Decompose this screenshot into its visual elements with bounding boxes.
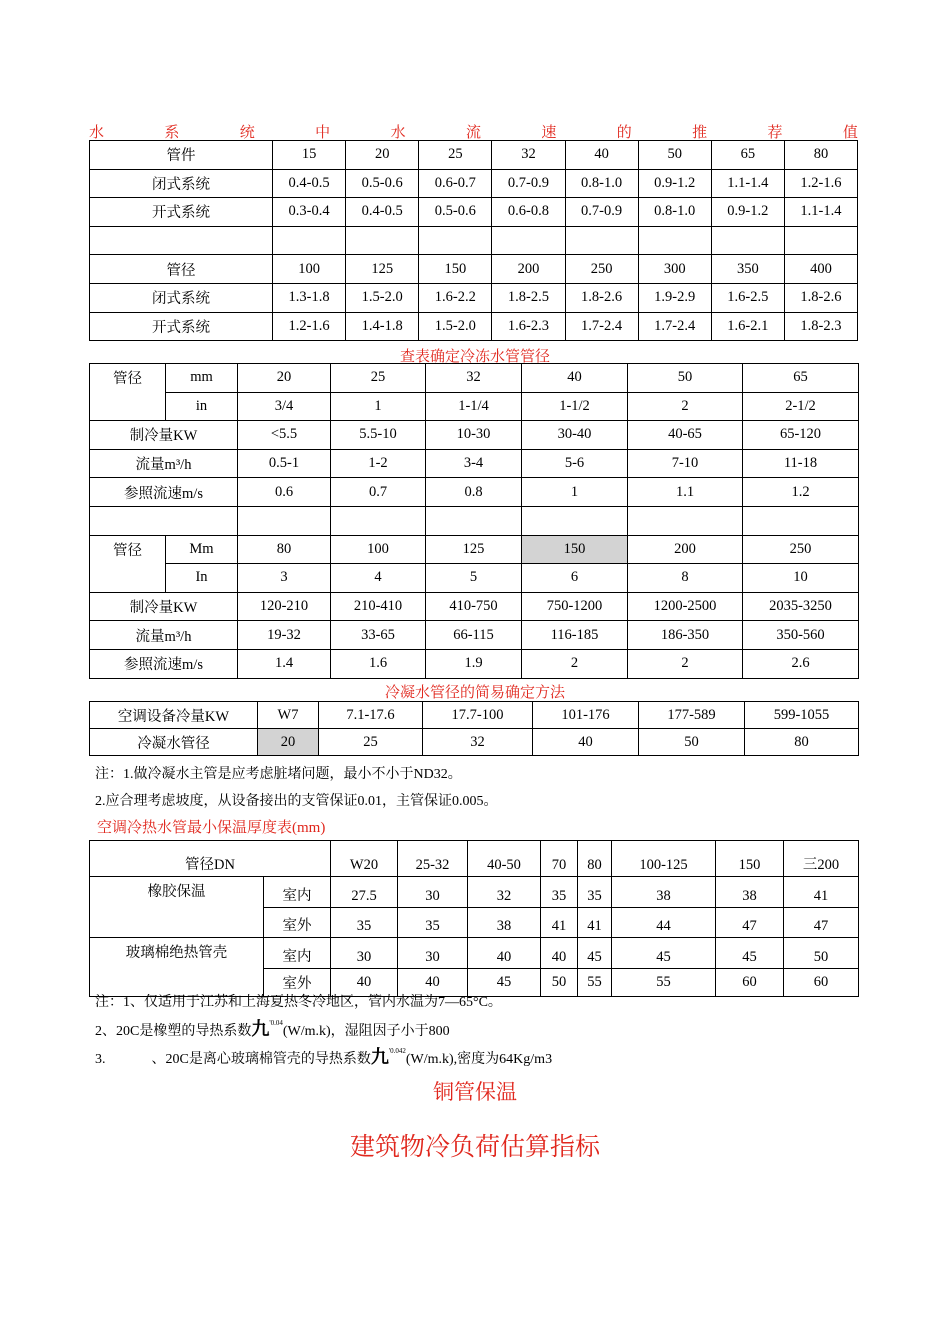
table2-title: 查表确定冷冻水管管径	[399, 349, 550, 365]
unit-label: Mm	[166, 535, 238, 564]
table-cell: 40	[533, 729, 639, 756]
table-cell: 50	[541, 968, 578, 997]
table-cell: 1.8-2.6	[784, 283, 857, 312]
table-cell	[346, 226, 419, 255]
table-cell: 5-6	[522, 449, 628, 478]
table-cell: 200	[492, 255, 565, 284]
table-cell: 40	[398, 968, 468, 997]
table-cell: 5.5-10	[331, 421, 426, 450]
table-cell: 40-65	[628, 421, 743, 450]
table-cell: 150	[716, 841, 784, 877]
table-cell: 38	[612, 877, 716, 908]
table-cell: 1.4-1.8	[346, 312, 419, 341]
empty-row	[90, 226, 858, 255]
table-cell: 1.5-2.0	[346, 283, 419, 312]
table-cell: 25-32	[398, 841, 468, 877]
table-cell: 30	[398, 938, 468, 969]
note-superscript: '0.042	[388, 1047, 406, 1055]
table-cell: 41	[784, 877, 859, 908]
note-line: 注：1、仅适用于江苏和上海夏热冬冷地区，管内水温为7—65°C。	[95, 995, 502, 1010]
table-cell: 30	[331, 938, 398, 969]
table-cell: 1	[522, 478, 628, 507]
table-cell: 30	[398, 877, 468, 908]
title-char: 推	[692, 125, 708, 141]
table-cell: 70	[541, 841, 578, 877]
table-cell: 1.2-1.6	[784, 169, 857, 198]
table-cell: 35	[331, 907, 398, 938]
table-row	[90, 255, 858, 284]
table-cell: 250	[743, 535, 859, 564]
table-cell	[565, 226, 638, 255]
note-line	[95, 1043, 552, 1069]
table-cell: 0.9-1.2	[638, 169, 711, 198]
row-label: 流量m³/h	[90, 621, 238, 650]
table-cell: 1.6-2.2	[419, 283, 492, 312]
empty-cell	[743, 506, 859, 535]
table4-title: 空调冷热水管最小保温厚度表(mm)	[97, 820, 326, 836]
glass-wool-label: 玻璃棉绝热管壳	[90, 938, 264, 997]
table-cell: W20	[331, 841, 398, 877]
indoor-label: 室内	[264, 877, 331, 908]
table-cell: 25	[419, 141, 492, 170]
table-cell: 0.6-0.7	[419, 169, 492, 198]
table-cell	[419, 226, 492, 255]
table-cell: 2	[522, 649, 628, 678]
table-cell: 50	[638, 141, 711, 170]
row-label: 开式系统	[90, 198, 273, 227]
table-cell: 60	[784, 968, 859, 997]
table-cell: 11-18	[743, 449, 859, 478]
table-cell: 400	[784, 255, 857, 284]
table-row	[90, 392, 859, 421]
table-cell: 66-115	[426, 621, 522, 650]
table-cell: 1.4	[238, 649, 331, 678]
table-cell: 17.7-100	[423, 702, 533, 729]
table-cell: 40-50	[468, 841, 541, 877]
table-cell: 2	[628, 392, 743, 421]
table-cell: 55	[612, 968, 716, 997]
table-cell: 0.9-1.2	[711, 198, 784, 227]
table-cell: 1.1-1.4	[784, 198, 857, 227]
table-cell: 50	[628, 364, 743, 393]
row-label: 参照流速m/s	[90, 649, 238, 678]
note-text: 、20C是离心玻璃棉管壳的导热系数	[151, 1052, 371, 1067]
table-cell: 38	[468, 907, 541, 938]
table-cell: 750-1200	[522, 592, 628, 621]
table-cell: 1.8-2.3	[784, 312, 857, 341]
table-cell: 80	[578, 841, 612, 877]
table-cell: 27.5	[331, 877, 398, 908]
table-cell: 80	[745, 729, 859, 756]
table-cell: 1.1	[628, 478, 743, 507]
table-cell: 0.8-1.0	[638, 198, 711, 227]
table-cell: 1.3-1.8	[273, 283, 346, 312]
condensate-pipe-table	[89, 701, 859, 756]
table-cell: 350-560	[743, 621, 859, 650]
table-cell: 410-750	[426, 592, 522, 621]
table-cell: 1.6-2.1	[711, 312, 784, 341]
table-cell: 1.5-2.0	[419, 312, 492, 341]
table-row	[90, 564, 859, 593]
table-cell: 186-350	[628, 621, 743, 650]
table-cell: 150	[419, 255, 492, 284]
table-cell: 41	[578, 907, 612, 938]
table-row	[90, 283, 858, 312]
table-cell: 100-125	[612, 841, 716, 877]
unit-label: In	[166, 564, 238, 593]
heading-cooling-load: 建筑物冷负荷估算指标	[349, 1134, 600, 1161]
table-cell: 32	[423, 729, 533, 756]
table-cell: 三200	[784, 841, 859, 877]
row-label: 开式系统	[90, 312, 273, 341]
table-cell: 7-10	[628, 449, 743, 478]
table-cell: 0.5-0.6	[419, 198, 492, 227]
note-number: 3.	[95, 1052, 106, 1067]
table-cell: 32	[468, 877, 541, 908]
table-cell: 100	[273, 255, 346, 284]
table-cell: 2-1/2	[743, 392, 859, 421]
table-cell: 1-2	[331, 449, 426, 478]
table-cell: 50	[784, 938, 859, 969]
table-cell: 100	[331, 535, 426, 564]
table-row	[90, 198, 858, 227]
table-row	[90, 141, 858, 170]
pipe-label: 管径	[90, 364, 166, 421]
table-cell: 0.6-0.8	[492, 198, 565, 227]
table1-title	[89, 121, 858, 142]
table-cell: 45	[468, 968, 541, 997]
table-row	[90, 649, 859, 678]
table-cell: 0.8	[426, 478, 522, 507]
table-cell: 32	[492, 141, 565, 170]
empty-cell	[628, 506, 743, 535]
note-line: 2.应合理考虑坡度，从设备接出的支管保证0.01，主管保证0.005。	[95, 794, 498, 809]
note-superscript: '0.04	[269, 1019, 283, 1027]
table-cell: <5.5	[238, 421, 331, 450]
title-char: 统	[239, 125, 255, 141]
table-cell: 15	[273, 141, 346, 170]
table-cell: 150	[522, 535, 628, 564]
empty-cell	[238, 506, 331, 535]
table-cell: 45	[578, 938, 612, 969]
pipe-label: 管径	[90, 535, 166, 592]
table-cell: 60	[716, 968, 784, 997]
table-row	[90, 702, 859, 729]
water-velocity-table	[89, 140, 858, 341]
table-cell: 0.4-0.5	[273, 169, 346, 198]
table-cell: 2.6	[743, 649, 859, 678]
table-cell: 1.1-1.4	[711, 169, 784, 198]
title-char: 的	[616, 125, 632, 141]
empty-cell	[331, 506, 426, 535]
table3-title: 冷凝水管径的简易确定方法	[384, 685, 565, 701]
table-cell: 3/4	[238, 392, 331, 421]
table-row	[90, 729, 859, 756]
table-cell: 599-1055	[745, 702, 859, 729]
table-cell: 20	[346, 141, 419, 170]
table-cell: 177-589	[639, 702, 745, 729]
table-cell: 125	[346, 255, 419, 284]
chilled-water-pipe-table	[89, 363, 859, 679]
table-cell: 25	[319, 729, 423, 756]
note-line: 注：1.做冷凝水主管是应考虑脏堵问题，最小不小于ND32。	[95, 767, 462, 782]
table-cell: 1-1/2	[522, 392, 628, 421]
row-label: 制冷量KW	[90, 592, 238, 621]
table-cell: 1.8-2.5	[492, 283, 565, 312]
table-cell: 1.6-2.3	[492, 312, 565, 341]
table-cell: 2	[628, 649, 743, 678]
table-cell	[273, 226, 346, 255]
row-label: 管件	[90, 141, 273, 170]
row-label: 流量m³/h	[90, 449, 238, 478]
table-cell: 0.7-0.9	[565, 198, 638, 227]
table-cell: 125	[426, 535, 522, 564]
table-cell: 40	[522, 364, 628, 393]
table-row	[90, 364, 859, 393]
table-cell: 32	[426, 364, 522, 393]
table-cell: 250	[565, 255, 638, 284]
table-row	[90, 621, 859, 650]
row-label: 参照流速m/s	[90, 478, 238, 507]
table-row	[90, 877, 859, 908]
table-cell: 200	[628, 535, 743, 564]
row-label: 闭式系统	[90, 169, 273, 198]
table-cell: 101-176	[533, 702, 639, 729]
rubber-label: 橡胶保温	[90, 877, 264, 938]
row-label: 管径	[90, 255, 273, 284]
table-row	[90, 449, 859, 478]
table-cell: 38	[716, 877, 784, 908]
table-cell: 0.4-0.5	[346, 198, 419, 227]
row-label	[90, 226, 273, 255]
table-cell: 1.9-2.9	[638, 283, 711, 312]
table-cell: 65-120	[743, 421, 859, 450]
table-cell: 20	[238, 364, 331, 393]
table-cell: 0.5-0.6	[346, 169, 419, 198]
table-cell: 50	[639, 729, 745, 756]
table-cell	[638, 226, 711, 255]
table-cell: 33-65	[331, 621, 426, 650]
table-cell: 3	[238, 564, 331, 593]
title-char: 值	[842, 125, 858, 141]
table-cell: 30-40	[522, 421, 628, 450]
unit-label: mm	[166, 364, 238, 393]
table-cell: 2035-3250	[743, 592, 859, 621]
table-cell: 350	[711, 255, 784, 284]
table-cell: 0.7-0.9	[492, 169, 565, 198]
table-cell: 1.2	[743, 478, 859, 507]
table-row	[90, 535, 859, 564]
table-cell: 55	[578, 968, 612, 997]
table-cell	[784, 226, 857, 255]
table-cell: 10-30	[426, 421, 522, 450]
table-cell: 0.7	[331, 478, 426, 507]
title-char: 系	[164, 125, 180, 141]
table-cell: 20	[258, 729, 319, 756]
title-char: 中	[315, 125, 331, 141]
table-cell: 47	[716, 907, 784, 938]
table-cell: 35	[398, 907, 468, 938]
table-cell: 7.1-17.6	[319, 702, 423, 729]
heading-copper-insulation: 铜管保温	[433, 1080, 517, 1104]
table-cell: 45	[716, 938, 784, 969]
note-line	[95, 1015, 450, 1041]
table-cell: 65	[711, 141, 784, 170]
indoor-label: 室内	[264, 938, 331, 969]
table-cell: W7	[258, 702, 319, 729]
table-cell: 80	[784, 141, 857, 170]
table-cell: 1200-2500	[628, 592, 743, 621]
table-cell: 1.6	[331, 649, 426, 678]
table-row	[90, 421, 859, 450]
table-cell: 47	[784, 907, 859, 938]
table-cell: 0.5-1	[238, 449, 331, 478]
table-cell: 40	[565, 141, 638, 170]
table-cell: 116-185	[522, 621, 628, 650]
note-text: (W/m.k),密度为64Kg/m3	[405, 1052, 553, 1067]
table-row	[90, 312, 858, 341]
title-char: 速	[541, 125, 557, 141]
note-text: (W/m.k)，湿阻因子小于800	[282, 1024, 450, 1039]
table-cell: 1.7-2.4	[638, 312, 711, 341]
table-cell: 6	[522, 564, 628, 593]
table-cell: 41	[541, 907, 578, 938]
capacity-label: 空调设备冷量KW	[90, 702, 258, 729]
table-cell: 19-32	[238, 621, 331, 650]
table-cell: 10	[743, 564, 859, 593]
title-char: 荐	[767, 125, 783, 141]
table-row	[90, 169, 858, 198]
row-label: 闭式系统	[90, 283, 273, 312]
pipe-label: 冷凝水管径	[90, 729, 258, 756]
row-label: 制冷量KW	[90, 421, 238, 450]
table-cell	[711, 226, 784, 255]
table-cell: 5	[426, 564, 522, 593]
table-row	[90, 841, 859, 877]
table-cell: 1.2-1.6	[273, 312, 346, 341]
title-char: 水	[89, 125, 105, 141]
table-row	[90, 478, 859, 507]
table-cell: 4	[331, 564, 426, 593]
unit-label: in	[166, 392, 238, 421]
table-cell: 44	[612, 907, 716, 938]
insulation-thickness-table	[89, 840, 859, 997]
table-cell: 25	[331, 364, 426, 393]
table-cell: 40	[541, 938, 578, 969]
table-cell	[492, 226, 565, 255]
table-cell: 1.7-2.4	[565, 312, 638, 341]
table-cell: 120-210	[238, 592, 331, 621]
empty-cell	[522, 506, 628, 535]
table-cell: 210-410	[331, 592, 426, 621]
table-cell: 3-4	[426, 449, 522, 478]
table-row	[90, 592, 859, 621]
table-cell: 0.8-1.0	[565, 169, 638, 198]
table-cell: 65	[743, 364, 859, 393]
empty-cell	[90, 506, 238, 535]
table-cell: 40	[468, 938, 541, 969]
table-cell: 45	[612, 938, 716, 969]
table-cell: 80	[238, 535, 331, 564]
note-text: 2、20C是橡塑的导热系数	[95, 1024, 252, 1039]
empty-cell	[426, 506, 522, 535]
empty-row	[90, 506, 859, 535]
table-cell: 1	[331, 392, 426, 421]
outdoor-label: 室外	[264, 907, 331, 938]
table-cell: 1-1/4	[426, 392, 522, 421]
lambda-symbol: 九	[251, 1019, 270, 1040]
lambda-symbol: 九	[370, 1047, 389, 1068]
table-row	[90, 938, 859, 969]
table-cell: 1.6-2.5	[711, 283, 784, 312]
outdoor-label: 室外	[264, 968, 331, 997]
table-cell: 35	[541, 877, 578, 908]
table-cell: 1.8-2.6	[565, 283, 638, 312]
title-char: 水	[390, 125, 406, 141]
table-cell: 0.6	[238, 478, 331, 507]
table-cell: 35	[578, 877, 612, 908]
table-cell: 300	[638, 255, 711, 284]
table-cell: 40	[331, 968, 398, 997]
table-cell: 8	[628, 564, 743, 593]
table-cell: 1.9	[426, 649, 522, 678]
title-char: 流	[465, 125, 481, 141]
header-label: 管径DN	[90, 841, 331, 877]
table-cell: 0.3-0.4	[273, 198, 346, 227]
